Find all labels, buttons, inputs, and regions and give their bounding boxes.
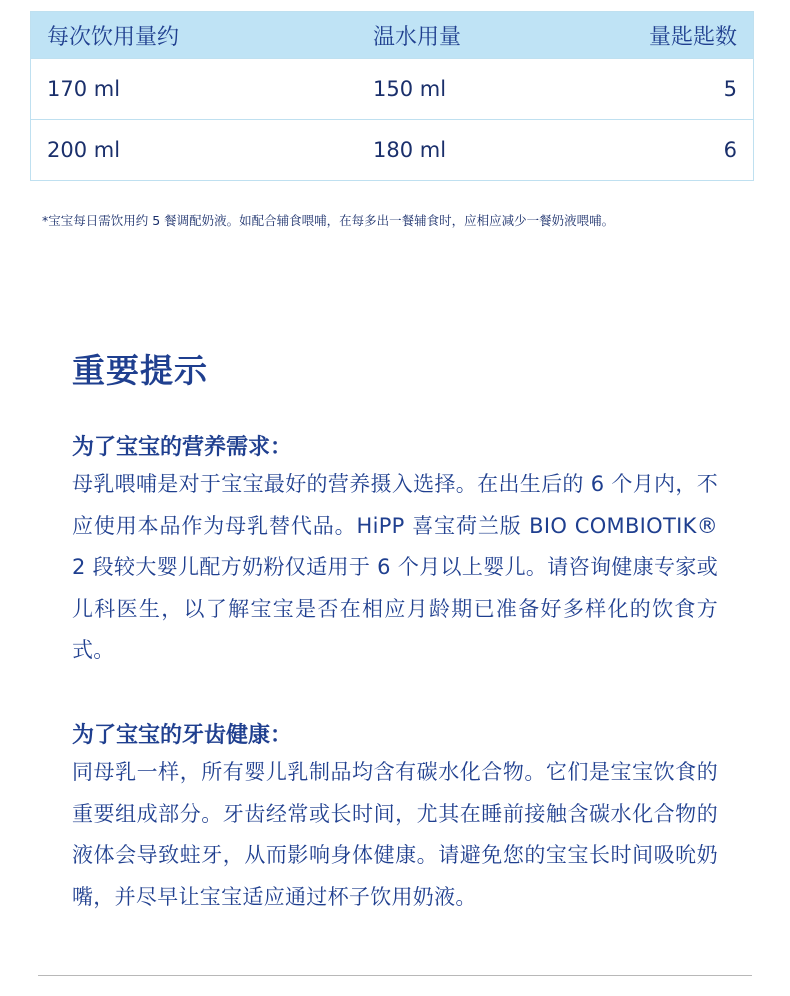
cell-serving-amount: 170 ml	[47, 77, 121, 101]
block-text-dental: 同母乳一样，所有婴儿乳制品均含有碳水化合物。它们是宝宝饮食的重要组成部分。牙齿经常或长时间，尤其在睡前接触含碳水化合物的液体会导致蛀牙，从而影响身体健康。请避免您的宝宝长时间吸吮奶嘴，并尽早让宝宝适应通过杯子饮用奶液。	[72, 760, 718, 909]
bottom-divider	[38, 975, 752, 976]
cell-serving-amount: 200 ml	[47, 138, 121, 162]
header-scoop-count: 量匙匙数	[648, 24, 737, 50]
table-row	[31, 119, 753, 180]
block-heading-nutrition: 为了宝宝的营养需求：	[72, 435, 293, 460]
feeding-table	[30, 11, 754, 181]
cell-scoop-count: 6	[723, 138, 737, 162]
cell-water-amount: 180 ml	[373, 138, 447, 162]
table-row	[31, 58, 753, 119]
table-footnote: *宝宝每日需饮用约 5 餐调配奶液。如配合辅食喂哺，在每多出一餐辅食时，应相应减少一餐奶液喂哺。	[42, 213, 615, 228]
block-text-nutrition: 母乳喂哺是对于宝宝最好的营养摄入选择。在出生后的 6 个月内，不应使用本品作为母乳替代品。HiPP 喜宝荷兰版 BIO COMBIOTIK® 2 段较大婴儿配方奶粉仅适用于 6 个月以上婴儿。请咨询健康专家或儿科医生，以了解宝宝是否在相应月龄期已准备好多样化的饮食方式。	[72, 472, 718, 662]
cell-water-amount: 150 ml	[373, 77, 447, 101]
cell-scoop-count: 5	[723, 77, 737, 101]
table-header-row	[31, 12, 753, 58]
section-title: 重要提示	[72, 351, 208, 390]
header-water-amount: 温水用量	[373, 24, 462, 50]
block-heading-dental: 为了宝宝的牙齿健康：	[72, 723, 293, 748]
header-serving-amount: 每次饮用量约	[47, 24, 180, 50]
